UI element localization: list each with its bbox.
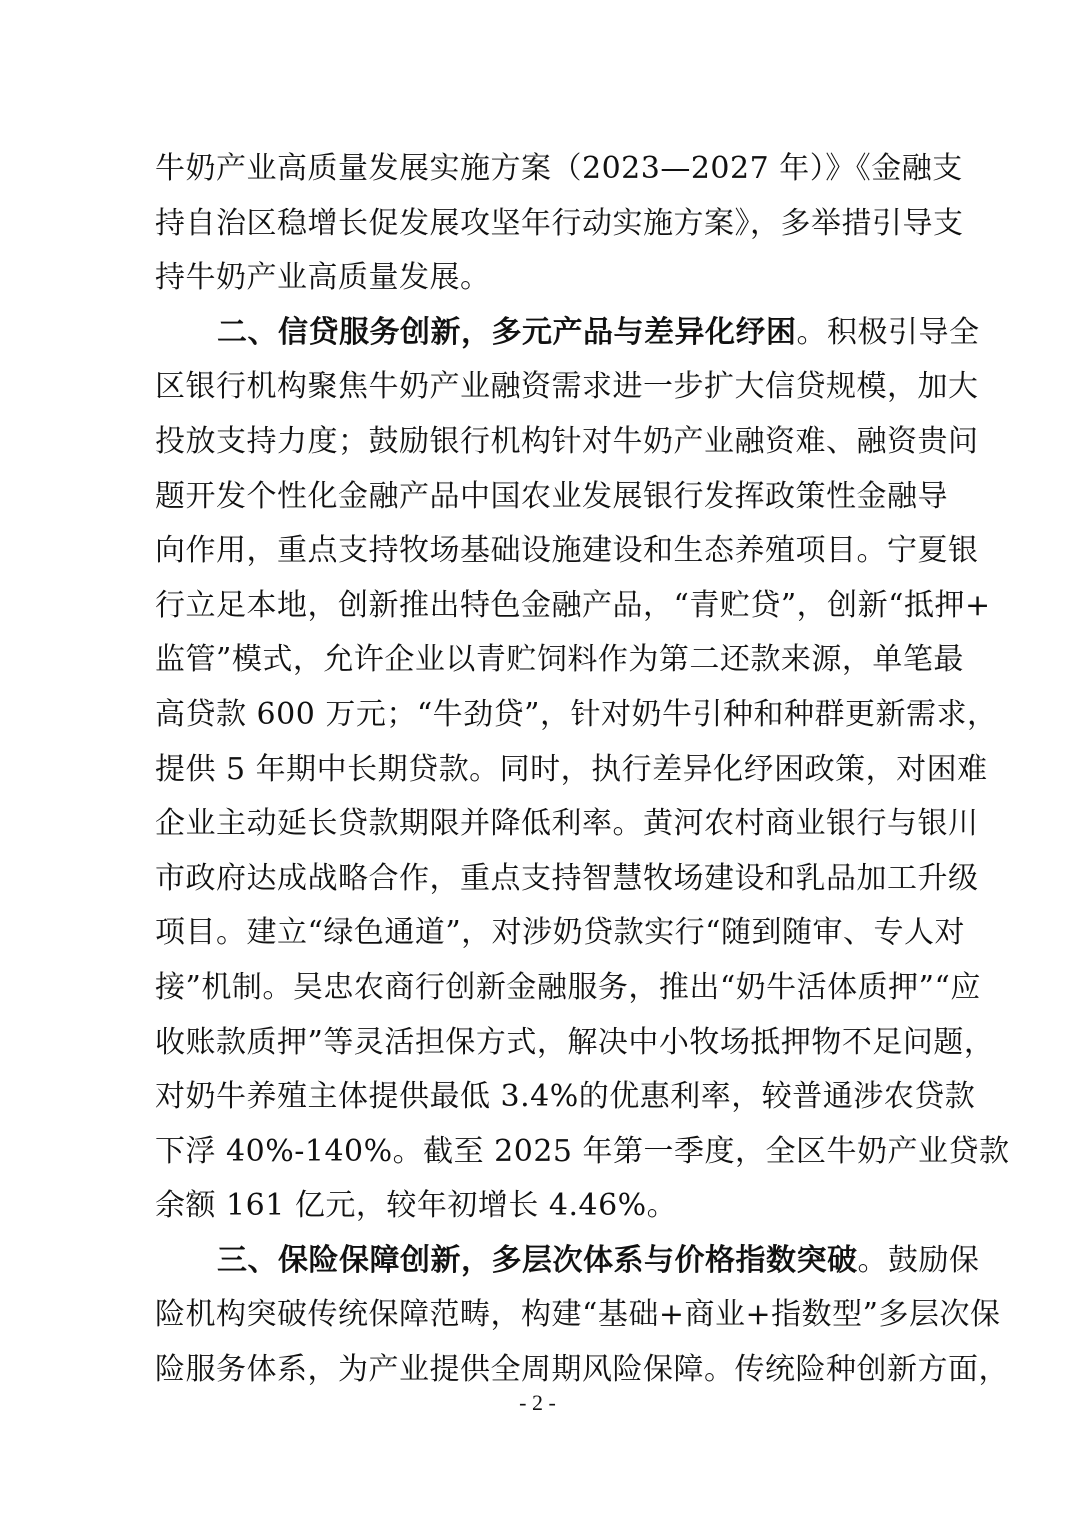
section-heading-3: 三、保险保障创新，多层次体系与价格指数突破 <box>217 1242 858 1278</box>
text-line: 对奶牛养殖主体提供最低 3.4%的优惠利率，较普通涉农贷款 <box>155 1079 976 1115</box>
paragraph-2 <box>155 306 1010 1234</box>
text-line: 市政府达成战略合作，重点支持智慧牧场建设和乳品加工升级 <box>155 860 979 896</box>
text-line: 行立足本地，创新推出特色金融产品，“青贮贷”，创新“抵押+ <box>155 587 991 623</box>
document-body <box>155 142 1010 1398</box>
text-line <box>155 1234 980 1289</box>
paragraph-1 <box>155 142 964 306</box>
text-line: 牛奶产业高质量发展实施方案（2023—2027 年）》《金融支 <box>155 151 963 186</box>
text-line: 企业主动延长贷款期限并降低利率。黄河农村商业银行与银川 <box>155 806 979 842</box>
text-line: 高贷款 600 万元；“牛劲贷”，针对奶牛引种和种群更新需求， <box>155 696 998 732</box>
heading-continuation: 。积极引导全 <box>796 314 980 350</box>
text-line: 险机构突破传统保障范畴，构建“基础+商业+指数型”多层次保 <box>155 1297 1001 1333</box>
text-line: 项目。建立“绿色通道”，对涉奶贷款实行“随到随审、专人对 <box>155 915 966 951</box>
text-line: 题开发个性化金融产品中国农业发展银行发挥政策性金融导 <box>155 478 948 514</box>
text-line: 接”机制。吴忠农商行创新金融服务，推出“奶牛活体质押”“应 <box>155 969 981 1005</box>
text-line: 下浮 40%-140%。截至 2025 年第一季度，全区牛奶产业贷款 <box>155 1133 1010 1169</box>
text-line: 向作用，重点支持牧场基础设施建设和生态养殖项目。宁夏银 <box>155 533 979 569</box>
text-line: 提供 5 年期中长期贷款。同时，执行差异化纾困政策，对困难 <box>155 751 988 787</box>
text-line: 持自治区稳增长促发展攻坚年行动实施方案》，多举措引导支 <box>155 205 964 241</box>
text-line: 投放支持力度；鼓励银行机构针对牛奶产业融资难、融资贵问 <box>155 423 979 459</box>
text-line <box>155 306 980 361</box>
text-line: 监管”模式，允许企业以青贮饲料作为第二还款来源，单笔最 <box>155 642 964 678</box>
heading-continuation: 。鼓励保 <box>857 1242 980 1278</box>
text-line: 区银行机构聚焦牛奶产业融资需求进一步扩大信贷规模，加大 <box>155 369 979 405</box>
section-heading-2: 二、信贷服务创新，多元产品与差异化纾困 <box>217 314 797 350</box>
text-line: 收账款质押”等灵活担保方式，解决中小牧场抵押物不足问题， <box>155 1024 995 1060</box>
page-number: - 2 - <box>519 1390 556 1415</box>
text-line: 险服务体系，为产业提供全周期风险保障。传统险种创新方面， <box>155 1352 1009 1388</box>
paragraph-3 <box>155 1234 1009 1398</box>
text-line: 持牛奶产业高质量发展。 <box>155 260 491 296</box>
text-line: 余额 161 亿元，较年初增长 4.46%。 <box>155 1188 678 1224</box>
